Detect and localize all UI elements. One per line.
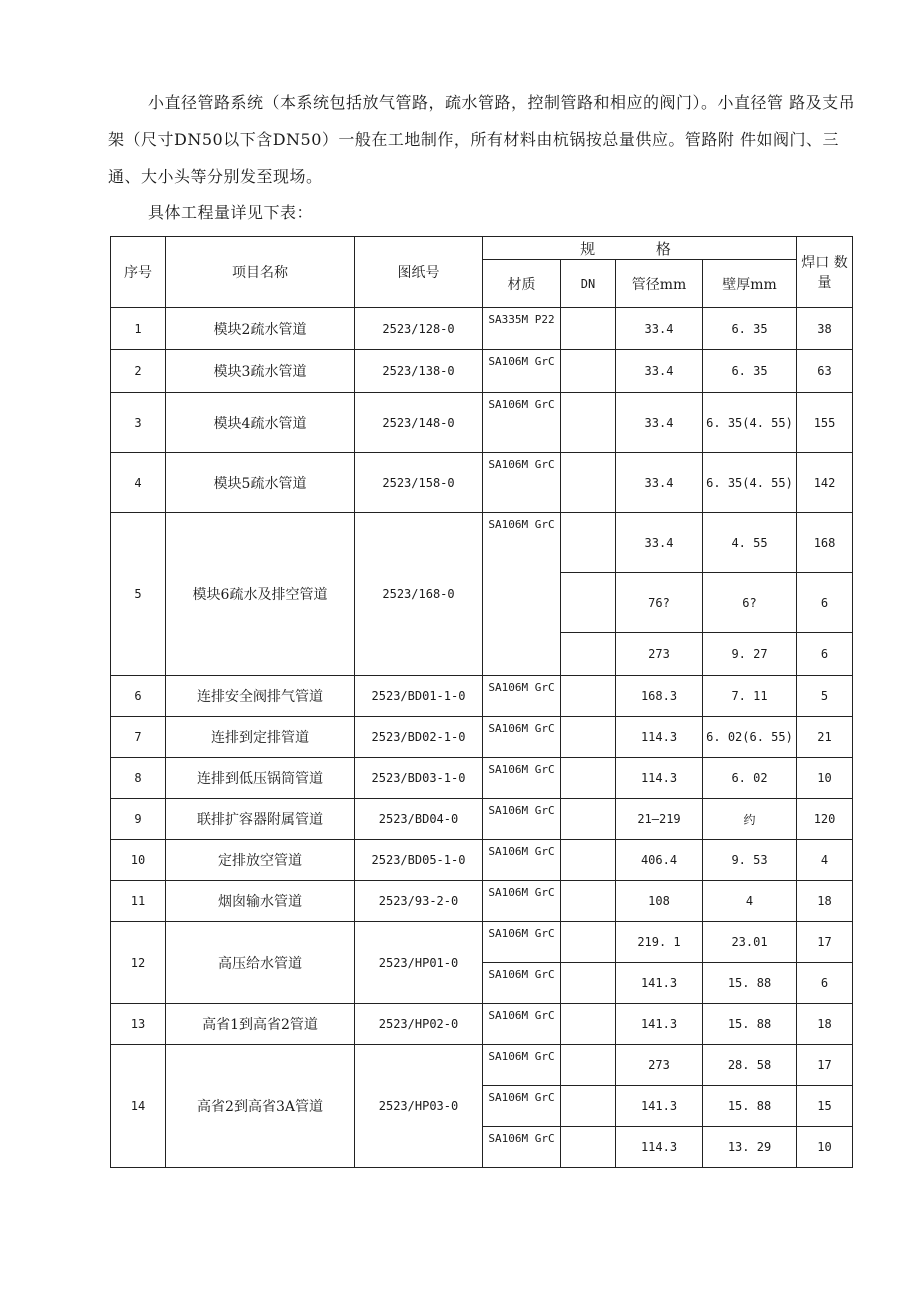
table-row bbox=[111, 393, 853, 453]
row-name: 模块3疏水管道 bbox=[166, 350, 355, 393]
row-drawing: 2523/HP03-0 bbox=[355, 1045, 483, 1168]
row-thickness: 9. 53 bbox=[703, 840, 797, 881]
row-dn bbox=[561, 1004, 616, 1045]
row-thickness: 9. 27 bbox=[703, 633, 797, 676]
row-seq: 2 bbox=[111, 350, 166, 393]
row-material: SA106M GrC bbox=[483, 1004, 561, 1045]
row-welds: 63 bbox=[797, 350, 853, 393]
row-welds: 18 bbox=[797, 1004, 853, 1045]
row-diameter: 141.3 bbox=[616, 1004, 703, 1045]
row-dn bbox=[561, 573, 616, 633]
row-diameter: 33.4 bbox=[616, 453, 703, 513]
row-seq: 7 bbox=[111, 717, 166, 758]
row-thickness: 28. 58 bbox=[703, 1045, 797, 1086]
row-diameter: 33.4 bbox=[616, 393, 703, 453]
row-name: 模块6疏水及排空管道 bbox=[166, 513, 355, 676]
row-diameter: 273 bbox=[616, 633, 703, 676]
row-dn bbox=[561, 308, 616, 350]
row-drawing: 2523/BD04-0 bbox=[355, 799, 483, 840]
row-material: SA106M GrC bbox=[483, 963, 561, 1004]
row-thickness: 23.01 bbox=[703, 922, 797, 963]
row-dn bbox=[561, 840, 616, 881]
row-drawing: 2523/168-0 bbox=[355, 513, 483, 676]
row-dn bbox=[561, 1045, 616, 1086]
intro-paragraph: 小直径管路系统（本系统包括放气管路，疏水管路，控制管路和相应的阀门）。小直径管 路及支吊架（尺寸DN50以下含DN50）一般在工地制作，所有材料由杭锅按总量供应。管路附 件如阀门、三通、大小头等分别发至现场。 bbox=[108, 93, 856, 186]
row-drawing: 2523/93-2-0 bbox=[355, 881, 483, 922]
row-dn bbox=[561, 453, 616, 513]
row-material: SA106M GrC bbox=[483, 513, 561, 676]
row-thickness: 4. 55 bbox=[703, 513, 797, 573]
table-row bbox=[111, 758, 853, 799]
table-row bbox=[111, 513, 853, 573]
row-name: 模块5疏水管道 bbox=[166, 453, 355, 513]
row-seq: 5 bbox=[111, 513, 166, 676]
row-name: 模块4疏水管道 bbox=[166, 393, 355, 453]
row-seq: 6 bbox=[111, 676, 166, 717]
row-welds: 17 bbox=[797, 1045, 853, 1086]
quantity-table bbox=[110, 236, 853, 1168]
row-diameter: 108 bbox=[616, 881, 703, 922]
row-diameter: 33.4 bbox=[616, 350, 703, 393]
row-thickness: 6. 35(4. 55) bbox=[703, 393, 797, 453]
row-thickness: 15. 88 bbox=[703, 963, 797, 1004]
row-material: SA106M GrC bbox=[483, 881, 561, 922]
row-welds: 17 bbox=[797, 922, 853, 963]
row-seq: 3 bbox=[111, 393, 166, 453]
table-row bbox=[111, 453, 853, 513]
row-dn bbox=[561, 1127, 616, 1168]
table-row bbox=[111, 840, 853, 881]
row-welds: 142 bbox=[797, 453, 853, 513]
row-diameter: 114.3 bbox=[616, 1127, 703, 1168]
row-seq: 4 bbox=[111, 453, 166, 513]
row-dn bbox=[561, 513, 616, 573]
row-drawing: 2523/BD01-1-0 bbox=[355, 676, 483, 717]
row-thickness: 7. 11 bbox=[703, 676, 797, 717]
row-dn bbox=[561, 1086, 616, 1127]
row-dn bbox=[561, 881, 616, 922]
header-diameter: 管径mm bbox=[616, 260, 703, 308]
header-seq: 序号 bbox=[111, 237, 166, 308]
row-thickness: 6. 35 bbox=[703, 308, 797, 350]
row-welds: 6 bbox=[797, 633, 853, 676]
row-welds: 21 bbox=[797, 717, 853, 758]
row-diameter: 168.3 bbox=[616, 676, 703, 717]
row-welds: 168 bbox=[797, 513, 853, 573]
row-thickness: 6. 02 bbox=[703, 758, 797, 799]
row-diameter: 406.4 bbox=[616, 840, 703, 881]
row-diameter: 33.4 bbox=[616, 513, 703, 573]
row-material: SA335M P22 bbox=[483, 308, 561, 350]
row-seq: 8 bbox=[111, 758, 166, 799]
row-dn bbox=[561, 922, 616, 963]
header-thickness: 壁厚mm bbox=[703, 260, 797, 308]
row-diameter: 141.3 bbox=[616, 963, 703, 1004]
row-drawing: 2523/BD05-1-0 bbox=[355, 840, 483, 881]
row-drawing: 2523/HP02-0 bbox=[355, 1004, 483, 1045]
row-material: SA106M GrC bbox=[483, 840, 561, 881]
row-thickness: 15. 88 bbox=[703, 1086, 797, 1127]
row-welds: 18 bbox=[797, 881, 853, 922]
table-row bbox=[111, 676, 853, 717]
row-dn bbox=[561, 350, 616, 393]
row-drawing: 2523/128-0 bbox=[355, 308, 483, 350]
row-welds: 6 bbox=[797, 573, 853, 633]
row-diameter: 114.3 bbox=[616, 717, 703, 758]
row-material: SA106M GrC bbox=[483, 350, 561, 393]
row-welds: 10 bbox=[797, 758, 853, 799]
row-material: SA106M GrC bbox=[483, 922, 561, 963]
row-seq: 13 bbox=[111, 1004, 166, 1045]
row-diameter: 76? bbox=[616, 573, 703, 633]
header-name: 项目名称 bbox=[166, 237, 355, 308]
header-dn: DN bbox=[561, 260, 616, 308]
row-drawing: 2523/HP01-0 bbox=[355, 922, 483, 1004]
row-thickness: 13. 29 bbox=[703, 1127, 797, 1168]
row-thickness: 15. 88 bbox=[703, 1004, 797, 1045]
row-material: SA106M GrC bbox=[483, 1045, 561, 1086]
row-welds: 155 bbox=[797, 393, 853, 453]
row-thickness: 4 bbox=[703, 881, 797, 922]
row-welds: 4 bbox=[797, 840, 853, 881]
row-welds: 15 bbox=[797, 1086, 853, 1127]
table-row bbox=[111, 308, 853, 350]
row-material: SA106M GrC bbox=[483, 799, 561, 840]
header-material: 材质 bbox=[483, 260, 561, 308]
row-name: 连排到低压锅筒管道 bbox=[166, 758, 355, 799]
row-name: 连排到定排管道 bbox=[166, 717, 355, 758]
row-material: SA106M GrC bbox=[483, 1086, 561, 1127]
row-diameter: 21—219 bbox=[616, 799, 703, 840]
row-name: 高省2到高省3A管道 bbox=[166, 1045, 355, 1168]
row-dn bbox=[561, 758, 616, 799]
row-seq: 12 bbox=[111, 922, 166, 1004]
row-diameter: 33.4 bbox=[616, 308, 703, 350]
row-dn bbox=[561, 799, 616, 840]
row-dn bbox=[561, 963, 616, 1004]
row-material: SA106M GrC bbox=[483, 393, 561, 453]
table-row bbox=[111, 1045, 853, 1086]
row-drawing: 2523/138-0 bbox=[355, 350, 483, 393]
row-drawing: 2523/BD03-1-0 bbox=[355, 758, 483, 799]
row-thickness: 约 bbox=[703, 799, 797, 840]
row-thickness: 6. 35(4. 55) bbox=[703, 453, 797, 513]
row-name: 模块2疏水管道 bbox=[166, 308, 355, 350]
row-material: SA106M GrC bbox=[483, 453, 561, 513]
row-name: 联排扩容器附属管道 bbox=[166, 799, 355, 840]
row-dn bbox=[561, 393, 616, 453]
row-seq: 11 bbox=[111, 881, 166, 922]
row-name: 高压给水管道 bbox=[166, 922, 355, 1004]
row-dn bbox=[561, 633, 616, 676]
row-material: SA106M GrC bbox=[483, 676, 561, 717]
row-welds: 38 bbox=[797, 308, 853, 350]
row-welds: 120 bbox=[797, 799, 853, 840]
row-thickness: 6. 02(6. 55) bbox=[703, 717, 797, 758]
row-drawing: 2523/158-0 bbox=[355, 453, 483, 513]
row-material: SA106M GrC bbox=[483, 1127, 561, 1168]
table-row bbox=[111, 922, 853, 963]
row-name: 高省1到高省2管道 bbox=[166, 1004, 355, 1045]
row-seq: 14 bbox=[111, 1045, 166, 1168]
table-row bbox=[111, 1004, 853, 1045]
row-dn bbox=[561, 717, 616, 758]
row-diameter: 141.3 bbox=[616, 1086, 703, 1127]
header-welds: 焊口 数量 bbox=[797, 237, 853, 308]
row-drawing: 2523/BD02-1-0 bbox=[355, 717, 483, 758]
row-material: SA106M GrC bbox=[483, 758, 561, 799]
table-row bbox=[111, 350, 853, 393]
row-seq: 1 bbox=[111, 308, 166, 350]
row-name: 定排放空管道 bbox=[166, 840, 355, 881]
header-spec: 规 格 bbox=[483, 237, 797, 260]
row-welds: 10 bbox=[797, 1127, 853, 1168]
table-row bbox=[111, 799, 853, 840]
table-caption: 具体工程量详见下表： bbox=[148, 203, 314, 222]
row-welds: 6 bbox=[797, 963, 853, 1004]
row-name: 烟囱输水管道 bbox=[166, 881, 355, 922]
row-diameter: 219. 1 bbox=[616, 922, 703, 963]
row-drawing: 2523/148-0 bbox=[355, 393, 483, 453]
row-thickness: 6? bbox=[703, 573, 797, 633]
table-row bbox=[111, 717, 853, 758]
row-diameter: 114.3 bbox=[616, 758, 703, 799]
row-diameter: 273 bbox=[616, 1045, 703, 1086]
table-row bbox=[111, 881, 853, 922]
row-thickness: 6. 35 bbox=[703, 350, 797, 393]
row-dn bbox=[561, 676, 616, 717]
row-material: SA106M GrC bbox=[483, 717, 561, 758]
row-seq: 9 bbox=[111, 799, 166, 840]
row-welds: 5 bbox=[797, 676, 853, 717]
row-seq: 10 bbox=[111, 840, 166, 881]
header-drawing: 图纸号 bbox=[355, 237, 483, 308]
row-name: 连排安全阀排气管道 bbox=[166, 676, 355, 717]
